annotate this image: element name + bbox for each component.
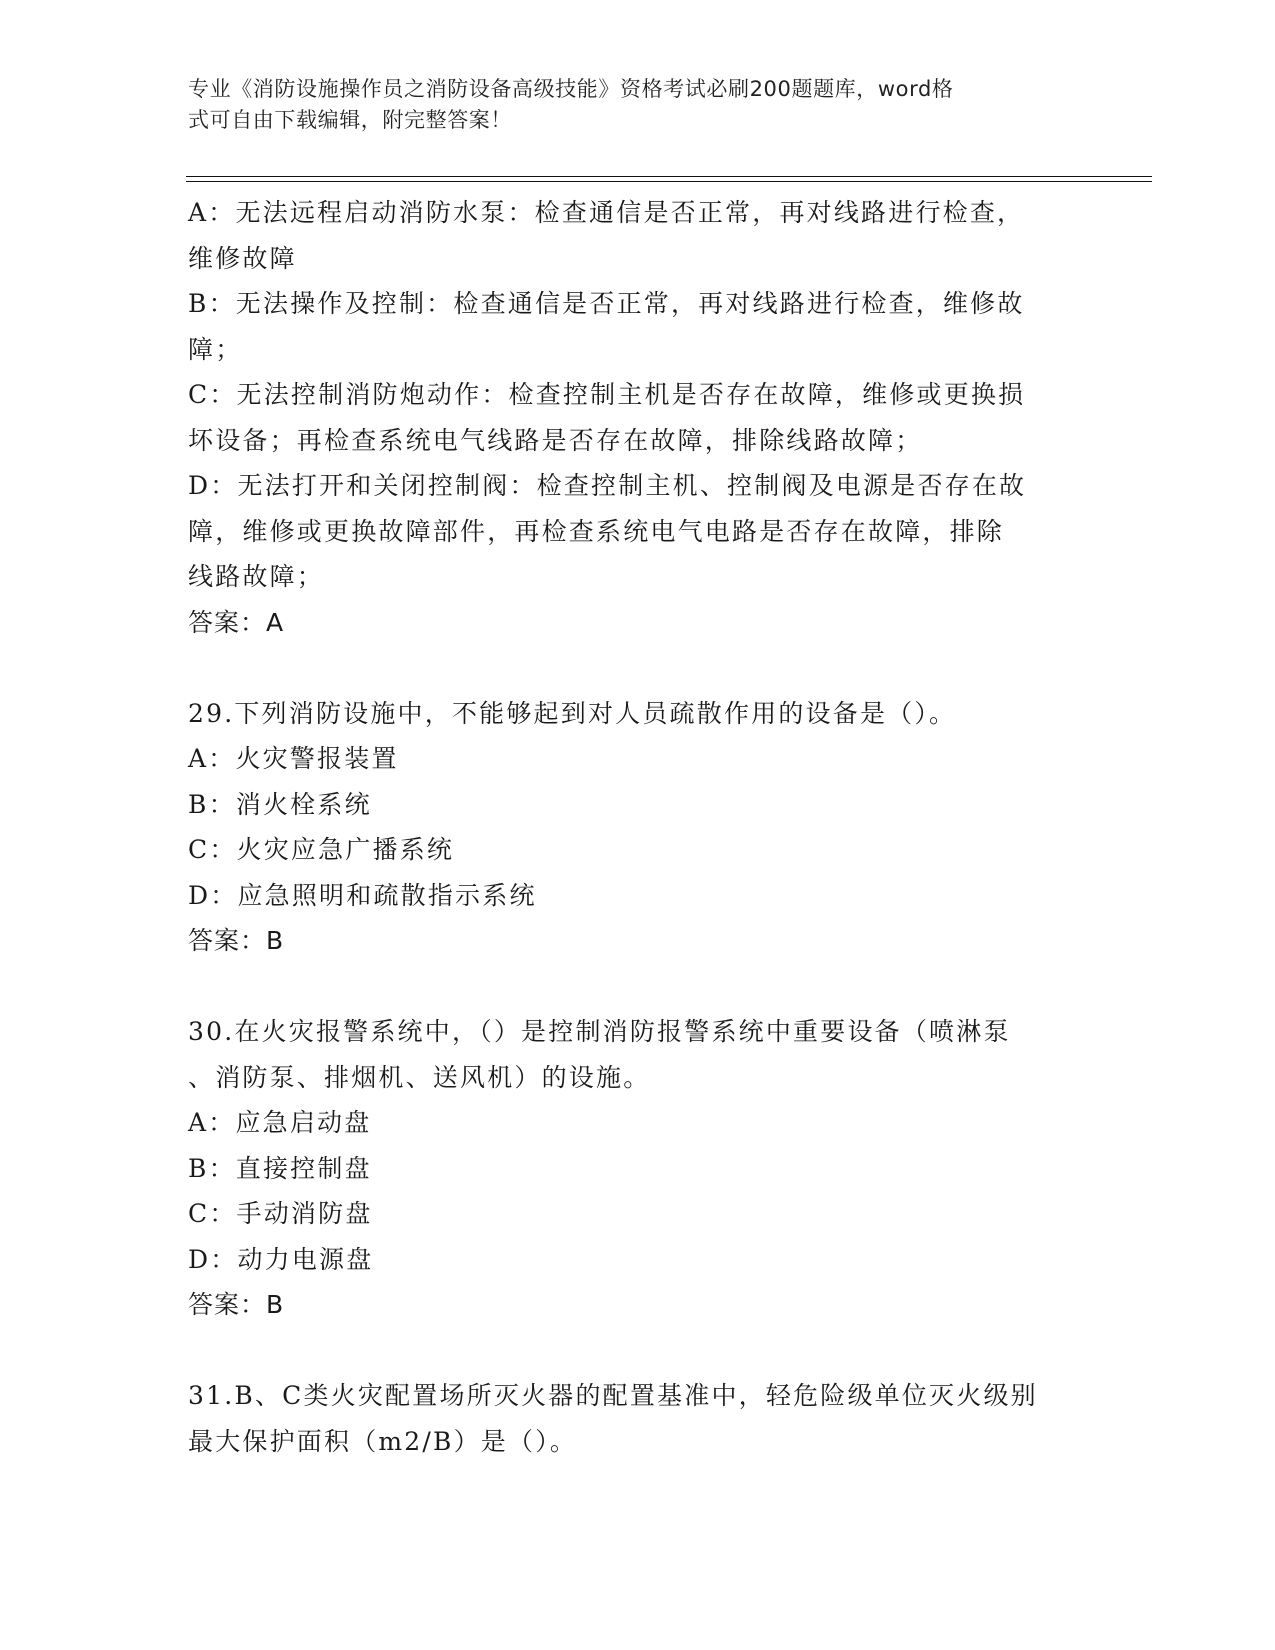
answer-30: 答案：B [188, 1290, 285, 1319]
question-31-text-line-2: 最大保护面积（m2/B）是（）。 [188, 1426, 578, 1456]
option-a: A：应急启动盘 [188, 1108, 372, 1137]
question-30 [188, 1009, 1088, 1328]
document-header [188, 74, 1068, 136]
option-b: B：直接控制盘 [188, 1153, 372, 1183]
option-a: A：火灾警报装置 [188, 744, 399, 773]
option-d-line-3: 线路故障； [188, 562, 325, 591]
option-b-line-1: B：无法操作及控制：检查通信是否正常，再对线路进行检查，维修故 [188, 289, 1025, 318]
question-29-text: 29.下列消防设施中，不能够起到对人员疏散作用的设备是（）。 [188, 698, 957, 728]
header-divider-bottom [186, 181, 1152, 182]
answer-28: 答案：A [188, 607, 285, 637]
question-30-text-line-1: 30.在火灾报警系统中，（）是控制消防报警系统中重要设备（喷淋泵 [188, 1017, 1011, 1046]
option-a-line-2: 维修故障 [188, 243, 297, 273]
option-b-line-2: 障； [188, 334, 243, 364]
option-b: B：消火栓系统 [188, 789, 372, 819]
header-divider-top [186, 176, 1152, 177]
option-a-line-1: A：无法远程启动消防水泵：检查通信是否正常，再对线路进行检查， [188, 198, 1025, 227]
question-31-text-line-1: 31.B、C类火灾配置场所灭火器的配置基准中，轻危险级单位灭火级别 [188, 1381, 1038, 1410]
spacer [188, 645, 1088, 691]
question-28-options [188, 190, 1088, 645]
option-d: D：应急照明和疏散指示系统 [188, 880, 537, 910]
option-d-line-1: D：无法打开和关闭控制阀：检查控制主机、控制阀及电源是否存在故 [188, 471, 1027, 500]
option-c: C：手动消防盘 [188, 1199, 373, 1228]
option-c-line-1: C：无法控制消防炮动作：检查控制主机是否存在故障，维修或更换损 [188, 380, 1026, 409]
option-d-line-2: 障，维修或更换故障部件，再检查系统电气电路是否存在故障，排除 [188, 516, 1005, 546]
question-29 [188, 691, 1088, 964]
header-line-2: 式可自由下载编辑，附完整答案！ [188, 108, 512, 132]
answer-29: 答案：B [188, 926, 285, 955]
spacer [188, 1328, 1088, 1374]
option-c: C：火灾应急广播系统 [188, 835, 455, 864]
document-body [188, 190, 1088, 1464]
option-c-line-2: 坏设备；再检查系统电气线路是否存在故障，排除线路故障； [188, 425, 923, 455]
question-31 [188, 1373, 1088, 1464]
spacer [188, 964, 1088, 1010]
header-line-1: 专业《消防设施操作员之消防设备高级技能》资格考试必刷200题题库，word格 [188, 77, 954, 101]
question-30-text-line-2: 、消防泵、排烟机、送风机）的设施。 [188, 1062, 651, 1092]
option-d: D：动力电源盘 [188, 1244, 374, 1274]
